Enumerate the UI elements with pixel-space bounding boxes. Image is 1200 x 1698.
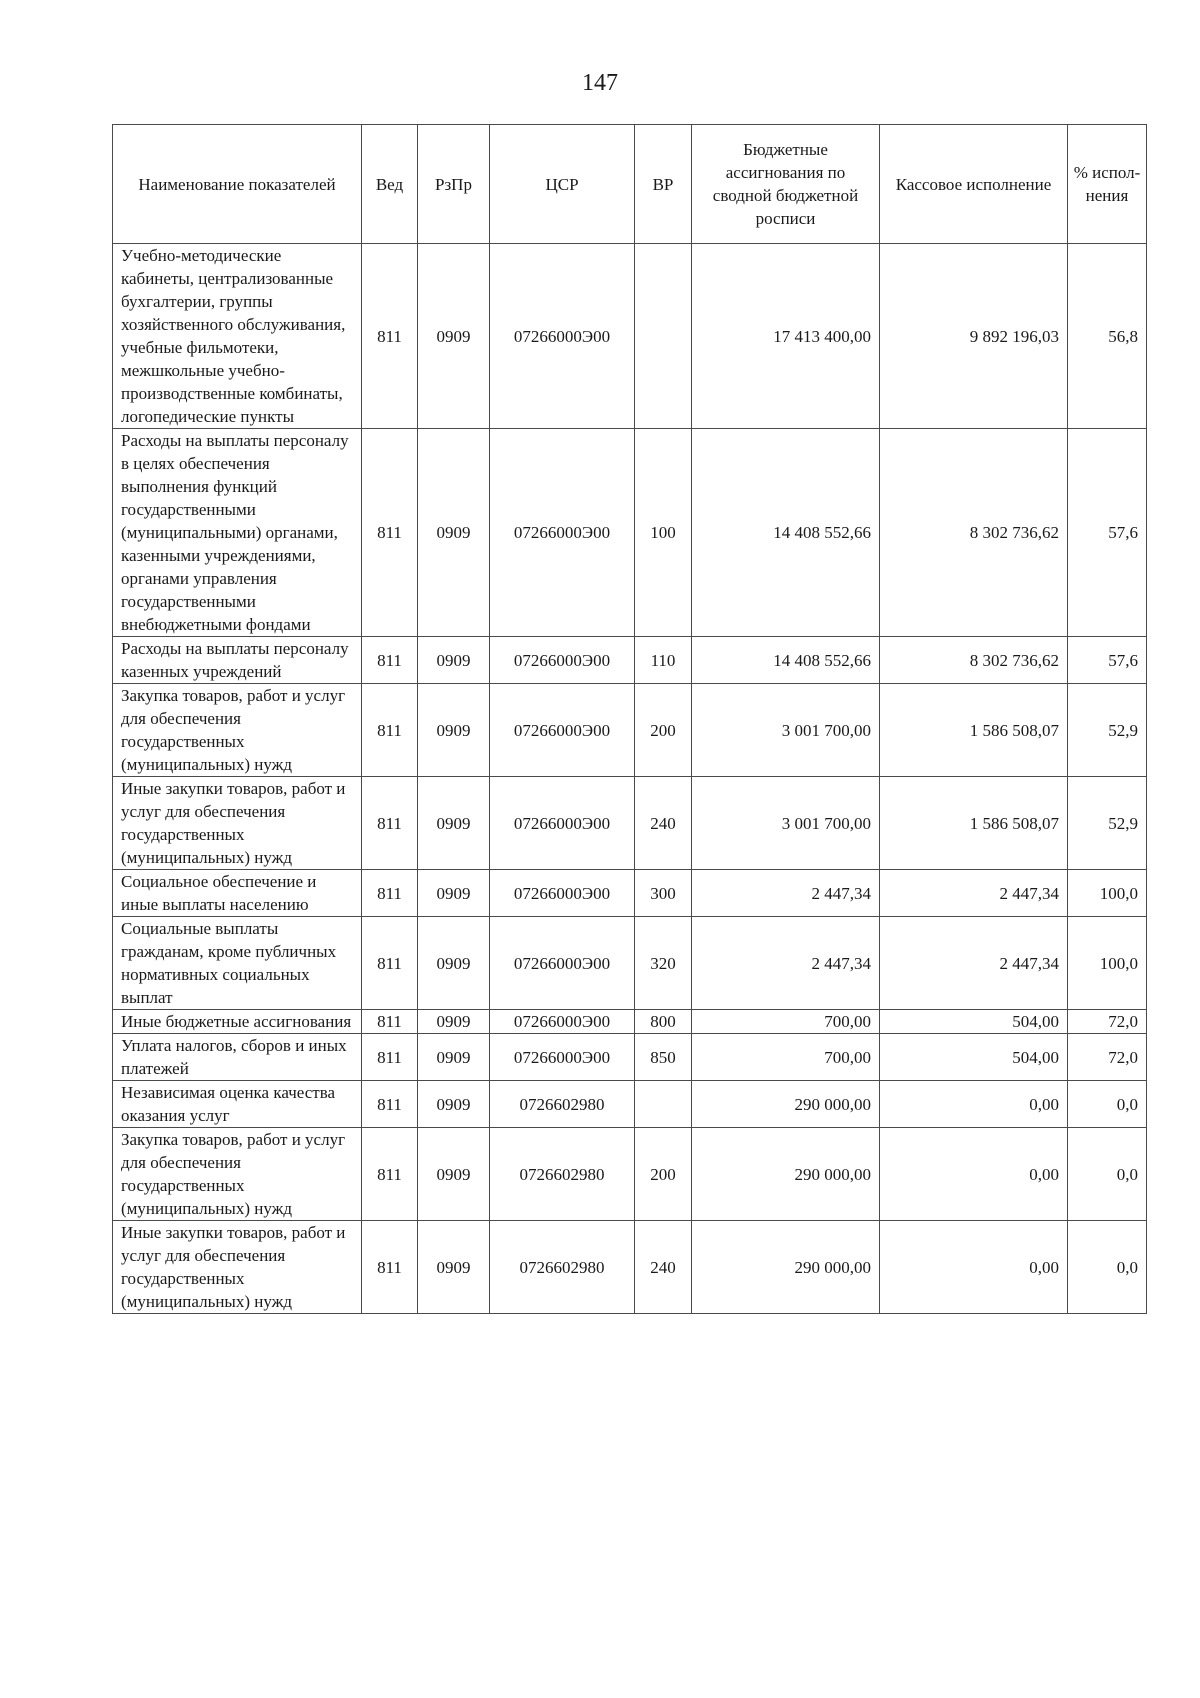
cell-ved: 811 xyxy=(362,684,418,777)
cell-allocations: 700,00 xyxy=(692,1010,880,1034)
cell-rzpr: 0909 xyxy=(418,1034,490,1081)
cell-rzpr: 0909 xyxy=(418,917,490,1010)
cell-allocations: 3 001 700,00 xyxy=(692,777,880,870)
cell-rzpr: 0909 xyxy=(418,637,490,684)
cell-name: Иные бюджетные ассигнования xyxy=(113,1010,362,1034)
cell-rzpr: 0909 xyxy=(418,1081,490,1128)
header-rzpr: РзПр xyxy=(418,125,490,244)
cell-ved: 811 xyxy=(362,870,418,917)
cell-execution: 0,00 xyxy=(880,1221,1068,1314)
cell-ved: 811 xyxy=(362,1034,418,1081)
cell-vr: 110 xyxy=(635,637,692,684)
cell-name: Иные закупки товаров, работ и услуг для обеспечения государственных (муниципальных) нужд xyxy=(113,1221,362,1314)
cell-execution: 9 892 196,03 xyxy=(880,244,1068,429)
cell-name: Социальные выплаты гражданам, кроме публичных нормативных социальных выплат xyxy=(113,917,362,1010)
cell-vr: 300 xyxy=(635,870,692,917)
cell-rzpr: 0909 xyxy=(418,1128,490,1221)
cell-percent: 0,0 xyxy=(1068,1128,1147,1221)
page-number: 147 xyxy=(582,70,618,96)
table-row xyxy=(113,429,1147,637)
cell-vr: 320 xyxy=(635,917,692,1010)
header-name: Наименование показателей xyxy=(113,125,362,244)
cell-rzpr: 0909 xyxy=(418,1221,490,1314)
cell-csr: 07266000Э00 xyxy=(490,1034,635,1081)
cell-allocations: 290 000,00 xyxy=(692,1221,880,1314)
cell-name: Уплата налогов, сборов и иных платежей xyxy=(113,1034,362,1081)
cell-csr: 07266000Э00 xyxy=(490,684,635,777)
cell-ved: 811 xyxy=(362,244,418,429)
table-row xyxy=(113,1034,1147,1081)
cell-percent: 100,0 xyxy=(1068,917,1147,1010)
cell-execution: 504,00 xyxy=(880,1034,1068,1081)
cell-vr: 240 xyxy=(635,777,692,870)
cell-execution: 2 447,34 xyxy=(880,917,1068,1010)
cell-allocations: 2 447,34 xyxy=(692,917,880,1010)
cell-name: Расходы на выплаты персоналу в целях обеспечения выполнения функций государственными (муниципальными) органами, казенными учреждениями, органами управления государственными внебюджетными фондами xyxy=(113,429,362,637)
cell-execution: 1 586 508,07 xyxy=(880,684,1068,777)
cell-name: Иные закупки товаров, работ и услуг для обеспечения государственных (муниципальных) нужд xyxy=(113,777,362,870)
table-body xyxy=(113,244,1147,1314)
cell-vr: 100 xyxy=(635,429,692,637)
cell-execution: 2 447,34 xyxy=(880,870,1068,917)
cell-ved: 811 xyxy=(362,1128,418,1221)
cell-execution: 0,00 xyxy=(880,1081,1068,1128)
budget-execution-table xyxy=(112,124,1147,1314)
cell-rzpr: 0909 xyxy=(418,777,490,870)
cell-percent: 0,0 xyxy=(1068,1221,1147,1314)
cell-csr: 07266000Э00 xyxy=(490,917,635,1010)
cell-csr: 0726602980 xyxy=(490,1221,635,1314)
cell-execution: 8 302 736,62 xyxy=(880,429,1068,637)
cell-percent: 52,9 xyxy=(1068,684,1147,777)
table-row xyxy=(113,244,1147,429)
cell-csr: 07266000Э00 xyxy=(490,1010,635,1034)
cell-execution: 1 586 508,07 xyxy=(880,777,1068,870)
header-ved: Вед xyxy=(362,125,418,244)
cell-vr: 800 xyxy=(635,1010,692,1034)
cell-ved: 811 xyxy=(362,637,418,684)
cell-execution: 8 302 736,62 xyxy=(880,637,1068,684)
cell-ved: 811 xyxy=(362,1010,418,1034)
table-row xyxy=(113,637,1147,684)
table-row xyxy=(113,870,1147,917)
cell-percent: 72,0 xyxy=(1068,1010,1147,1034)
cell-percent: 57,6 xyxy=(1068,429,1147,637)
cell-csr: 0726602980 xyxy=(490,1081,635,1128)
cell-vr xyxy=(635,244,692,429)
cell-rzpr: 0909 xyxy=(418,244,490,429)
cell-allocations: 14 408 552,66 xyxy=(692,429,880,637)
cell-csr: 07266000Э00 xyxy=(490,244,635,429)
cell-allocations: 290 000,00 xyxy=(692,1128,880,1221)
cell-csr: 07266000Э00 xyxy=(490,637,635,684)
cell-percent: 56,8 xyxy=(1068,244,1147,429)
cell-ved: 811 xyxy=(362,777,418,870)
cell-allocations: 2 447,34 xyxy=(692,870,880,917)
cell-allocations: 14 408 552,66 xyxy=(692,637,880,684)
table-row xyxy=(113,1010,1147,1034)
cell-name: Социальное обеспечение и иные выплаты населению xyxy=(113,870,362,917)
cell-percent: 0,0 xyxy=(1068,1081,1147,1128)
header-percent: % испол-нения xyxy=(1068,125,1147,244)
cell-csr: 07266000Э00 xyxy=(490,429,635,637)
cell-rzpr: 0909 xyxy=(418,1010,490,1034)
cell-name: Расходы на выплаты персоналу казенных учреждений xyxy=(113,637,362,684)
cell-vr: 240 xyxy=(635,1221,692,1314)
cell-execution: 0,00 xyxy=(880,1128,1068,1221)
header-vr: ВР xyxy=(635,125,692,244)
cell-allocations: 700,00 xyxy=(692,1034,880,1081)
cell-percent: 100,0 xyxy=(1068,870,1147,917)
cell-allocations: 290 000,00 xyxy=(692,1081,880,1128)
cell-csr: 07266000Э00 xyxy=(490,777,635,870)
table-row xyxy=(113,1221,1147,1314)
cell-vr xyxy=(635,1081,692,1128)
cell-vr: 200 xyxy=(635,684,692,777)
cell-execution: 504,00 xyxy=(880,1010,1068,1034)
cell-allocations: 3 001 700,00 xyxy=(692,684,880,777)
table-row xyxy=(113,684,1147,777)
cell-rzpr: 0909 xyxy=(418,429,490,637)
cell-rzpr: 0909 xyxy=(418,684,490,777)
table-row xyxy=(113,1081,1147,1128)
cell-vr: 200 xyxy=(635,1128,692,1221)
header-allocations: Бюджетные ассигнования по сводной бюджетной росписи xyxy=(692,125,880,244)
cell-ved: 811 xyxy=(362,1081,418,1128)
cell-csr: 07266000Э00 xyxy=(490,870,635,917)
cell-rzpr: 0909 xyxy=(418,870,490,917)
table-row xyxy=(113,917,1147,1010)
cell-ved: 811 xyxy=(362,917,418,1010)
cell-ved: 811 xyxy=(362,429,418,637)
header-execution: Кассовое исполнение xyxy=(880,125,1068,244)
cell-allocations: 17 413 400,00 xyxy=(692,244,880,429)
cell-percent: 72,0 xyxy=(1068,1034,1147,1081)
table-row xyxy=(113,777,1147,870)
header-csr: ЦСР xyxy=(490,125,635,244)
table-header-row xyxy=(113,125,1147,244)
cell-name: Учебно-методические кабинеты, централизованные бухгалтерии, группы хозяйственного обслуживания, учебные фильмотеки, межшкольные учебно-производственные комбинаты, логопедические пункты xyxy=(113,244,362,429)
cell-percent: 57,6 xyxy=(1068,637,1147,684)
cell-name: Закупка товаров, работ и услуг для обеспечения государственных (муниципальных) нужд xyxy=(113,1128,362,1221)
cell-name: Закупка товаров, работ и услуг для обеспечения государственных (муниципальных) нужд xyxy=(113,684,362,777)
cell-percent: 52,9 xyxy=(1068,777,1147,870)
cell-name: Независимая оценка качества оказания услуг xyxy=(113,1081,362,1128)
cell-csr: 0726602980 xyxy=(490,1128,635,1221)
cell-vr: 850 xyxy=(635,1034,692,1081)
cell-ved: 811 xyxy=(362,1221,418,1314)
table-row xyxy=(113,1128,1147,1221)
